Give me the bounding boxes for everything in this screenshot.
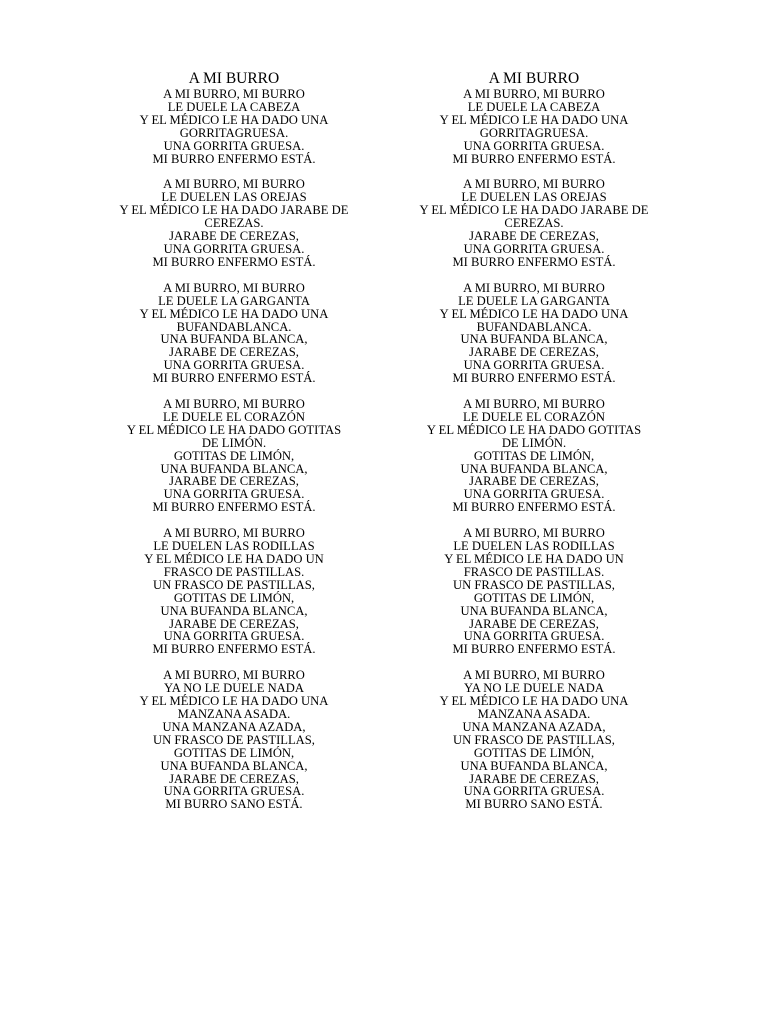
poem-line: JARABE DE CEREZAS, — [169, 616, 299, 631]
poem-column-left — [84, 70, 384, 824]
poem-line: UNA BUFANDA BLANCA, — [160, 603, 308, 618]
poem-line: Y EL MÉDICO LE HA DADO GOTITAS — [126, 422, 342, 437]
poem-line: MI BURRO ENFERMO ESTÁ. — [152, 151, 316, 166]
poem-line: UN FRASCO DE PASTILLAS, — [153, 577, 315, 592]
poem-line: MI BURRO ENFERMO ESTÁ. — [152, 371, 316, 386]
poem-line: YA NO LE DUELE NADA — [164, 681, 304, 696]
stanza — [84, 527, 384, 656]
poem-line: JARABE DE CEREZAS, — [469, 345, 599, 360]
poem-line: LE DUELE LA CABEZA — [467, 99, 601, 114]
poem-line: MANZANA ASADA. — [177, 706, 291, 721]
stanza — [84, 88, 384, 165]
poem-line: A MI BURRO, MI BURRO — [163, 668, 305, 683]
poem-line: UNA GORRITA GRUESA. — [163, 358, 305, 373]
poem-line: BUFANDABLANCA. — [176, 319, 292, 334]
poem-line: UN FRASCO DE PASTILLAS, — [453, 577, 615, 592]
poem-line: MI BURRO ENFERMO ESTÁ. — [152, 254, 316, 269]
stanza — [84, 178, 384, 268]
poem-line: GOTITAS DE LIMÓN, — [473, 448, 595, 463]
poem-line: Y EL MÉDICO LE HA DADO JARABE DE — [119, 203, 349, 218]
poem-line: UNA BUFANDA BLANCA, — [160, 758, 308, 773]
poem-line: JARABE DE CEREZAS, — [469, 229, 599, 244]
poem-line: UNA GORRITA GRUESA. — [463, 487, 605, 502]
poem-line: Y EL MÉDICO LE HA DADO UNA — [139, 112, 329, 127]
poem-line: FRASCO DE PASTILLAS. — [163, 564, 305, 579]
poem-line: MANZANA ASADA. — [477, 706, 591, 721]
poem-line: GOTITAS DE LIMÓN, — [173, 590, 295, 605]
poem-line: MI BURRO ENFERMO ESTÁ. — [452, 254, 616, 269]
poem-line: LE DUELE EL CORAZÓN — [163, 409, 305, 424]
poem-line: GOTITAS DE LIMÓN, — [473, 590, 595, 605]
stanza — [84, 282, 384, 385]
poem-line: UNA BUFANDA BLANCA, — [460, 603, 608, 618]
poem-line: JARABE DE CEREZAS, — [469, 771, 599, 786]
poem-line: Y EL MÉDICO LE HA DADO JARABE DE — [419, 203, 649, 218]
poem-line: LE DUELEN LAS OREJAS — [461, 190, 607, 205]
poem-line: LE DUELE EL CORAZÓN — [463, 409, 605, 424]
stanza — [384, 88, 684, 165]
poem-line: UNA GORRITA GRUESA. — [463, 138, 605, 153]
poem-line: UNA GORRITA GRUESA. — [163, 784, 305, 799]
poem-line: DE LIMÓN. — [501, 435, 567, 450]
poem-line: Y EL MÉDICO LE HA DADO UN — [444, 552, 624, 566]
poem-line: A MI BURRO, MI BURRO — [163, 280, 305, 295]
poem-line: Y EL MÉDICO LE HA DADO UNA — [439, 306, 629, 321]
poem-line: LE DUELE LA GARGANTA — [458, 293, 610, 308]
poem-line: FRASCO DE PASTILLAS. — [463, 564, 605, 579]
poem-line: MI BURRO ENFERMO ESTÁ. — [452, 642, 616, 657]
poem-line: LE DUELEN LAS OREJAS — [161, 190, 307, 205]
poem-title: A MI BURRO — [488, 70, 580, 87]
poem-line: LE DUELE LA CABEZA — [167, 99, 301, 114]
poem-line: UNA GORRITA GRUESA. — [463, 784, 605, 799]
poem-line: MI BURRO ENFERMO ESTÁ. — [152, 642, 316, 657]
poem-line: A MI BURRO, MI BURRO — [463, 177, 605, 192]
poem-line: UNA MANZANA AZADA, — [462, 719, 606, 734]
poem-line: Y EL MÉDICO LE HA DADO UN — [144, 552, 324, 566]
poem-line: UN FRASCO DE PASTILLAS, — [453, 732, 615, 747]
poem-line: A MI BURRO, MI BURRO — [463, 526, 605, 541]
poem-line: UNA GORRITA GRUESA. — [463, 358, 605, 373]
poem-line: JARABE DE CEREZAS, — [169, 771, 299, 786]
poem-line: A MI BURRO, MI BURRO — [163, 87, 305, 101]
stanza — [384, 527, 684, 656]
poem-column-right — [384, 70, 684, 824]
poem-line: GORRITAGRUESA. — [179, 125, 289, 140]
poem-line: UNA MANZANA AZADA, — [162, 719, 306, 734]
stanza — [384, 178, 684, 268]
poem-line: GOTITAS DE LIMÓN, — [173, 448, 295, 463]
poem-line: UNA GORRITA GRUESA. — [163, 138, 305, 153]
poem-line: UNA BUFANDA BLANCA, — [160, 332, 308, 347]
poem-line: CEREZAS. — [204, 216, 264, 231]
stanza — [384, 282, 684, 385]
stanza-list — [84, 88, 384, 811]
poem-line: MI BURRO ENFERMO ESTÁ. — [452, 500, 616, 515]
poem-line: JARABE DE CEREZAS, — [469, 474, 599, 489]
poem-line: JARABE DE CEREZAS, — [169, 345, 299, 360]
poem-line: JARABE DE CEREZAS, — [169, 229, 299, 244]
poem-line: A MI BURRO, MI BURRO — [463, 87, 605, 101]
poem-line: A MI BURRO, MI BURRO — [463, 668, 605, 683]
poem-line: UNA GORRITA GRUESA. — [463, 241, 605, 256]
poem-line: UNA GORRITA GRUESA. — [163, 629, 305, 644]
poem-line: DE LIMÓN. — [201, 435, 267, 450]
poem-line: UNA BUFANDA BLANCA, — [460, 332, 608, 347]
poem-line: MI BURRO ENFERMO ESTÁ. — [452, 151, 616, 166]
poem-line: UNA BUFANDA BLANCA, — [460, 758, 608, 773]
poem-line: GORRITAGRUESA. — [479, 125, 589, 140]
poem-line: JARABE DE CEREZAS, — [169, 474, 299, 489]
poem-line: UNA GORRITA GRUESA. — [163, 241, 305, 256]
poem-line: Y EL MÉDICO LE HA DADO GOTITAS — [426, 422, 642, 437]
poem-line: MI BURRO ENFERMO ESTÁ. — [452, 371, 616, 386]
poem-line: GOTITAS DE LIMÓN, — [173, 745, 295, 760]
poem-line: GOTITAS DE LIMÓN, — [473, 745, 595, 760]
poem-line: UNA GORRITA GRUESA. — [163, 487, 305, 502]
stanza — [84, 398, 384, 514]
poem-line: MI BURRO ENFERMO ESTÁ. — [152, 500, 316, 515]
poem-line: MI BURRO SANO ESTÁ. — [465, 797, 603, 812]
poem-line: UNA BUFANDA BLANCA, — [460, 461, 608, 476]
poem-line: LE DUELEN LAS RODILLAS — [453, 539, 615, 554]
poem-line: A MI BURRO, MI BURRO — [163, 397, 305, 412]
poem-line: CEREZAS. — [504, 216, 564, 231]
poem-line: Y EL MÉDICO LE HA DADO UNA — [139, 306, 329, 321]
stanza — [384, 398, 684, 514]
poem-line: BUFANDABLANCA. — [476, 319, 592, 334]
poem-line: YA NO LE DUELE NADA — [464, 681, 604, 696]
poem-line: JARABE DE CEREZAS, — [469, 616, 599, 631]
poem-line: Y EL MÉDICO LE HA DADO UNA — [439, 694, 629, 709]
stanza-list — [384, 88, 684, 811]
poem-line: Y EL MÉDICO LE HA DADO UNA — [139, 694, 329, 709]
poem-line: UNA BUFANDA BLANCA, — [160, 461, 308, 476]
poem-line: MI BURRO SANO ESTÁ. — [165, 797, 303, 812]
poem-line: Y EL MÉDICO LE HA DADO UNA — [439, 112, 629, 127]
poem-line: UNA GORRITA GRUESA. — [463, 629, 605, 644]
poem-line: LE DUELE LA GARGANTA — [158, 293, 310, 308]
poem-line: UN FRASCO DE PASTILLAS, — [153, 732, 315, 747]
stanza — [84, 669, 384, 811]
poem-line: A MI BURRO, MI BURRO — [163, 177, 305, 192]
poem-title: A MI BURRO — [188, 70, 280, 87]
poem-line: A MI BURRO, MI BURRO — [463, 397, 605, 412]
stanza — [384, 669, 684, 811]
poem-line: A MI BURRO, MI BURRO — [463, 280, 605, 295]
poem-line: LE DUELEN LAS RODILLAS — [153, 539, 315, 554]
poem-line: A MI BURRO, MI BURRO — [163, 526, 305, 541]
